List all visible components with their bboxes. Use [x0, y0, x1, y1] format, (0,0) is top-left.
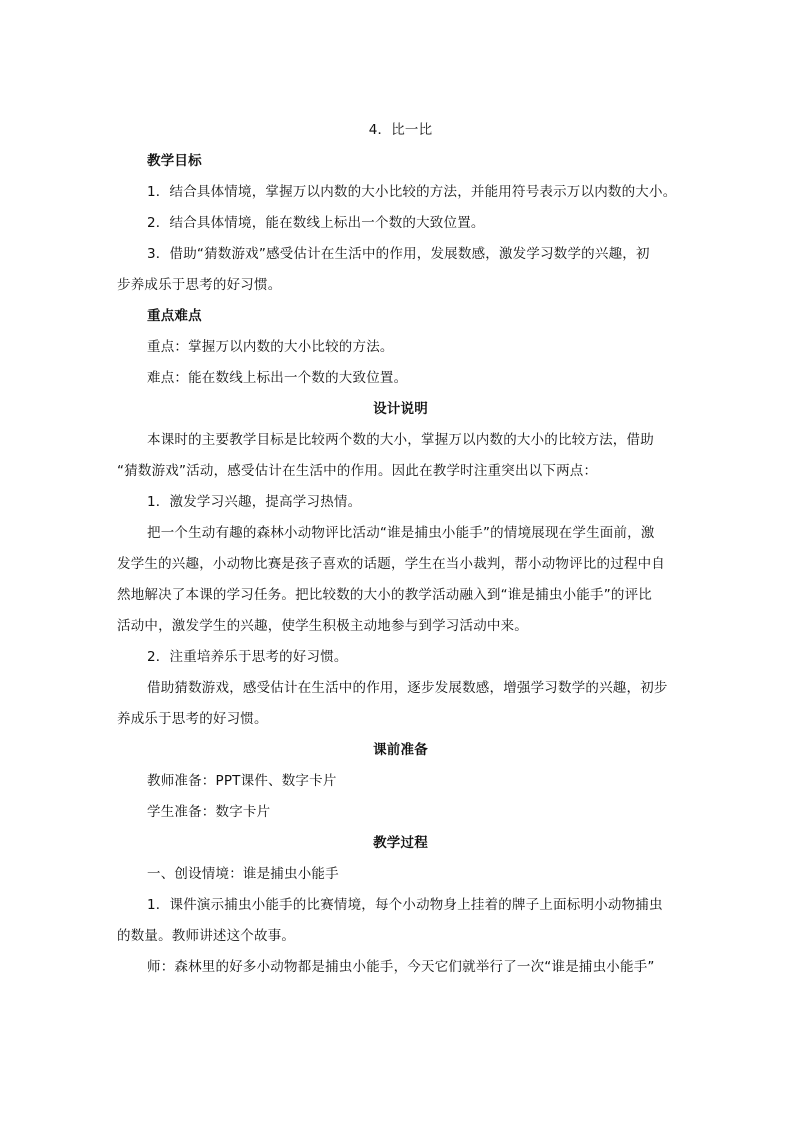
- design-para3-line2: 养成乐于思考的好习惯。: [117, 711, 268, 727]
- design-para2-line2: 发学生的兴趣，小动物比赛是孩子喜欢的话题，学生在当小裁判，帮小动物评比的过程中自: [117, 556, 665, 572]
- student-prep: 学生准备：数字卡片: [147, 804, 271, 820]
- goal-item-2: 2．结合具体情境，能在数线上标出一个数的大致位置。: [147, 215, 485, 231]
- lesson-title: 4．比一比: [368, 122, 433, 138]
- goal-item-3: 3．借助“猜数游戏”感受估计在生活中的作用，发展数感，激发学习数学的兴趣，初: [147, 246, 650, 262]
- design-para2-line3: 然地解决了本课的学习任务。把比较数的大小的教学活动融入到“谁是捕虫小能手”的评比: [117, 587, 652, 603]
- goal-item-1: 1．结合具体情境，掌握万以内数的大小比较的方法，并能用符号表示万以内数的大小。: [147, 184, 677, 200]
- prep-heading: 课前准备: [373, 742, 428, 758]
- design-para2-line1: 把一个生动有趣的森林小动物评比活动“谁是捕虫小能手”的情境展现在学生面前，激: [147, 525, 655, 541]
- design-point-2: 2．注重培养乐于思考的好习惯。: [147, 649, 348, 665]
- design-para3-line1: 借助猜数游戏，感受估计在生活中的作用，逐步发展数感，增强学习数学的兴趣，初步: [147, 680, 668, 696]
- process-step1-line2: 的数量。教师讲述这个故事。: [117, 928, 296, 944]
- goal-item-3-cont: 步养成乐于思考的好习惯。: [117, 277, 282, 293]
- key-point: 重点：掌握万以内数的大小比较的方法。: [147, 339, 394, 355]
- process-step1-line1: 1．课件演示捕虫小能手的比赛情境，每个小动物身上挂着的牌子上面标明小动物捕虫: [147, 897, 663, 913]
- keypoints-heading: 重点难点: [147, 308, 202, 324]
- process-heading: 教学过程: [373, 835, 428, 851]
- difficult-point: 难点：能在数线上标出一个数的大致位置。: [147, 370, 408, 386]
- design-heading: 设计说明: [373, 401, 428, 417]
- process-step1-line3: 师：森林里的好多小动物都是捕虫小能手，今天它们就举行了一次“谁是捕虫小能手”: [147, 959, 655, 975]
- process-section-1: 一、创设情境：谁是捕虫小能手: [147, 866, 339, 882]
- design-para1-line2: “猜数游戏”活动，感受估计在生活中的作用。因此在教学时注重突出以下两点：: [117, 463, 598, 479]
- teacher-prep: 教师准备：PPT课件、数字卡片: [147, 773, 337, 789]
- design-para1-line1: 本课时的主要教学目标是比较两个数的大小，掌握万以内数的大小的比较方法，借助: [147, 432, 654, 448]
- design-para2-line4: 活动中，激发学生的兴趣，使学生积极主动地参与到学习活动中来。: [117, 618, 528, 634]
- design-point-1: 1．激发学习兴趣，提高学习热情。: [147, 494, 362, 510]
- goals-heading: 教学目标: [147, 153, 202, 169]
